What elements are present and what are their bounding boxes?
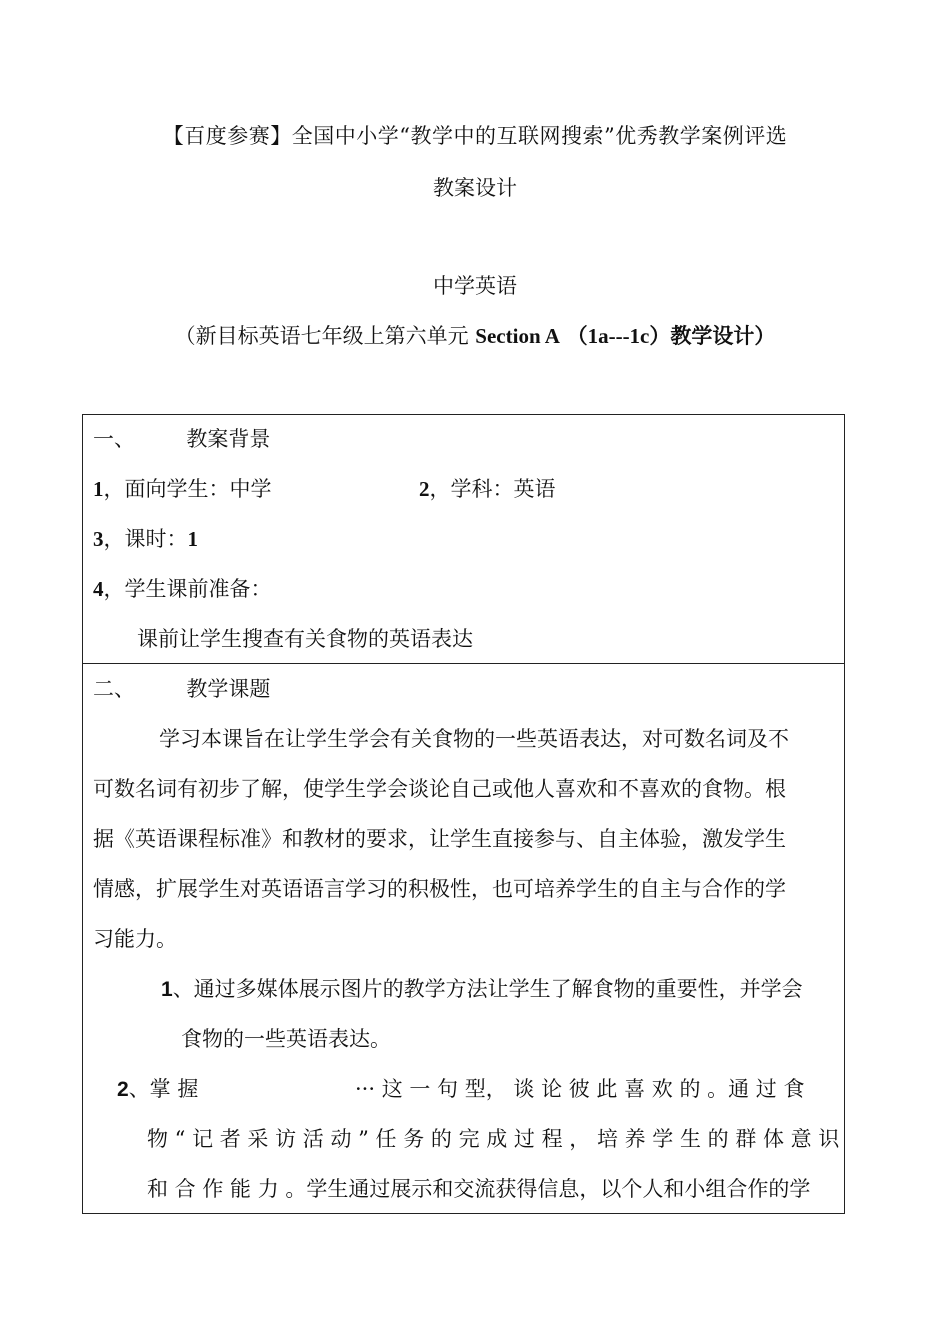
goal2-num: 2 [117, 1078, 129, 1101]
lesson-plan-table [82, 414, 845, 1214]
item3-num: 3 [93, 527, 104, 551]
section1-marker: 一、 [93, 427, 135, 451]
unit-suffix: 教学设计） [670, 324, 776, 348]
unit-title [0, 320, 950, 350]
section1-heading [93, 423, 270, 453]
section2-marker: 二、 [93, 677, 135, 701]
section2-heading [93, 673, 270, 703]
goal1-line2: 食物的一些英语表达。 [181, 1027, 391, 1051]
item4-text: ，学生课前准备： [103, 577, 272, 601]
item1-num: 1 [93, 477, 104, 501]
goal2-text-a: 、掌 握 [128, 1077, 199, 1101]
item1-text: ，面向学生：中学 [103, 477, 272, 501]
goal1-text: 、通过多媒体展示图片的教学方法让学生了解食物的重要性，并学会 [172, 977, 803, 1001]
item-periods [93, 523, 198, 553]
item2-num: 2 [419, 477, 430, 501]
subject-title: 中学英语 [433, 274, 517, 298]
goal1-num: 1 [161, 978, 173, 1001]
item-audience [93, 473, 272, 503]
item3-text: ，课时： [103, 527, 188, 551]
section1-heading-text: 教案背景 [186, 427, 271, 451]
item3-value: 1 [187, 527, 198, 551]
goal2-line2: 物 “ 记 者 采 访 活 动 ” 任 务 的 完 成 过 程 ， 培 养 学 生 的 群 体 意 识 [147, 1127, 840, 1151]
unit-section: Section A [475, 324, 560, 348]
unit-range: （1a---1c） [566, 324, 671, 348]
section2-heading-text: 教学课题 [186, 677, 271, 701]
preparation-detail: 课前让学生搜查有关食物的英语表达 [137, 627, 473, 651]
goal1-line1 [161, 973, 803, 1003]
unit-prefix: （新目标英语七年级上第六单元 [174, 324, 476, 348]
page-title: 【百度参赛】全国中小学“教学中的互联网搜索”优秀教学案例评选 [162, 124, 788, 148]
item-subject [419, 473, 556, 503]
paragraph-line: 可数名词有初步了解，使学生学会谈论自己或他人喜欢和不喜欢的食物。根 [93, 777, 786, 801]
goal2-line1-rest: ··· 这 一 句 型， 谈 论 彼 此 喜 欢 的 。通 过 食 [355, 1077, 805, 1101]
item4-num: 4 [93, 577, 104, 601]
goal2-line1 [117, 1073, 198, 1103]
paragraph-line: 情感，扩展学生对英语语言学习的积极性，也可培养学生的自主与合作的学 [93, 877, 786, 901]
paragraph-line: 习能力。 [93, 927, 177, 951]
item-preparation [93, 573, 272, 603]
paragraph-line: 据《英语课程标准》和教材的要求，让学生直接参与、自主体验，激发学生 [93, 827, 786, 851]
section-divider [83, 663, 844, 664]
goal2-line3: 和 合 作 能 力 。学生通过展示和交流获得信息，以个人和小组合作的学 [147, 1177, 811, 1201]
page-subtitle: 教案设计 [433, 176, 517, 200]
item2-text: ，学科：英语 [429, 477, 556, 501]
paragraph-line: 学习本课旨在让学生学会有关食物的一些英语表达，对可数名词及不 [159, 727, 789, 751]
